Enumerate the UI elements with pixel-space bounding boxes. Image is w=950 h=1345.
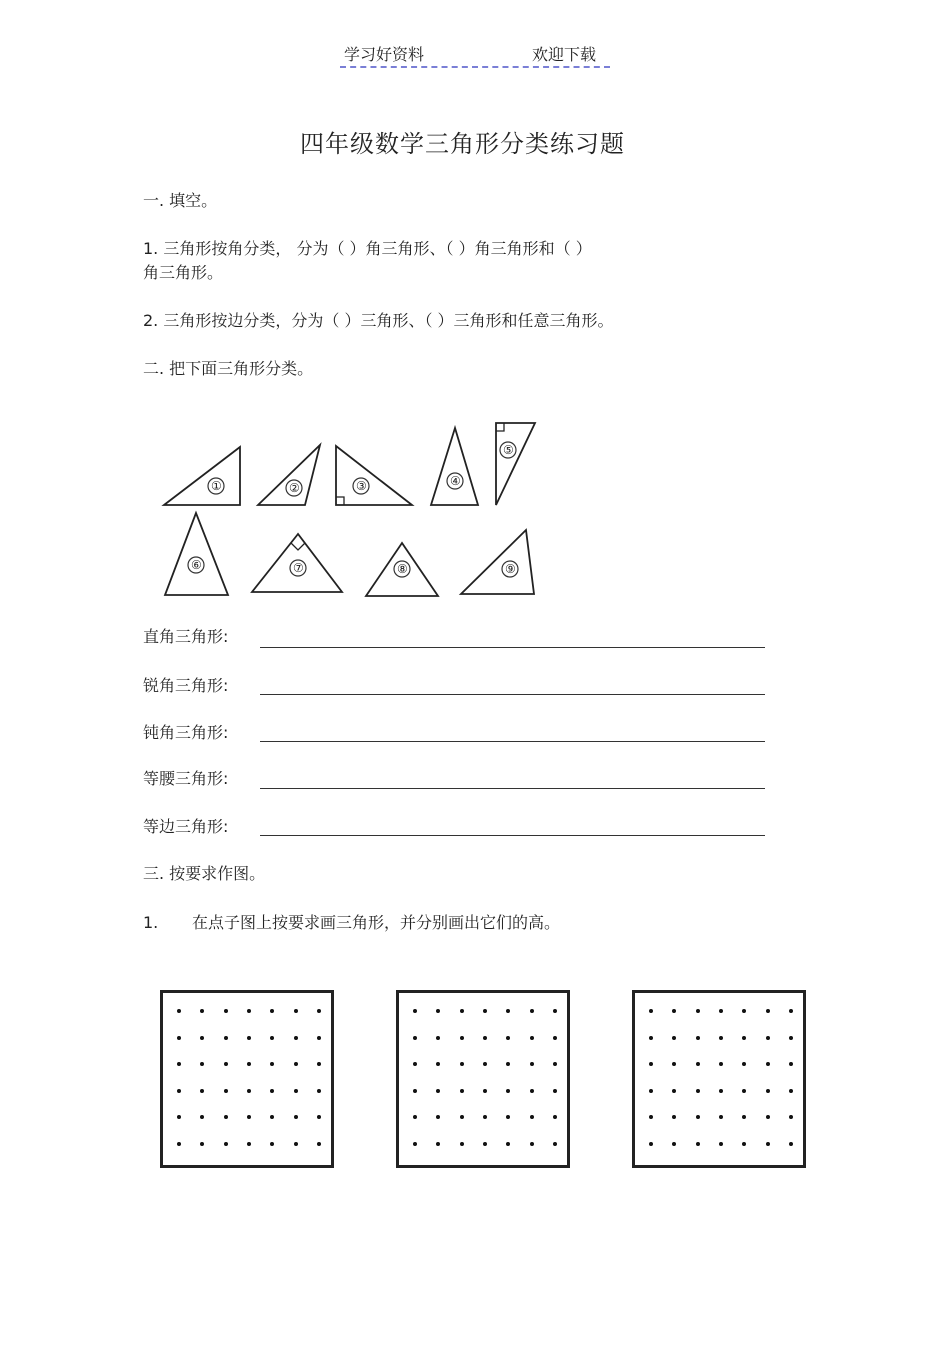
grid-dot: [200, 1009, 204, 1013]
grid-dot: [200, 1089, 204, 1093]
grid-dot: [553, 1009, 557, 1013]
grid-dot: [672, 1115, 676, 1119]
grid-dot: [224, 1062, 228, 1066]
grid-dot: [530, 1036, 534, 1040]
grid-dot: [460, 1036, 464, 1040]
grid-dot: [553, 1036, 557, 1040]
grid-dot: [766, 1009, 770, 1013]
grid-dot: [506, 1009, 510, 1013]
grid-dot: [460, 1009, 464, 1013]
grid-dot: [294, 1036, 298, 1040]
grid-dot: [789, 1062, 793, 1066]
triangle-6: [165, 513, 228, 595]
grid-dot: [317, 1062, 321, 1066]
grid-dot: [766, 1142, 770, 1146]
grid-dot: [247, 1062, 251, 1066]
grid-dot: [696, 1062, 700, 1066]
grid-dot: [672, 1089, 676, 1093]
grid-dot: [530, 1115, 534, 1119]
grid-dot: [200, 1036, 204, 1040]
triangle-figures: [0, 0, 950, 620]
grid-dot: [317, 1036, 321, 1040]
grid-dot: [483, 1089, 487, 1093]
triangle-5: [496, 423, 535, 505]
grid-dot: [553, 1115, 557, 1119]
triangle-3-label: ③: [356, 479, 367, 493]
triangle-9: [461, 530, 534, 594]
grid-dot: [177, 1115, 181, 1119]
grid-dot: [506, 1036, 510, 1040]
grid-dot: [270, 1142, 274, 1146]
category-equilateral-label: 等边三角形:: [143, 817, 229, 836]
grid-dot: [696, 1115, 700, 1119]
grid-dot: [789, 1036, 793, 1040]
grid-dot: [460, 1062, 464, 1066]
grid-dot: [294, 1089, 298, 1093]
grid-dot: [436, 1089, 440, 1093]
triangle-8: [366, 543, 438, 596]
grid-dot: [789, 1142, 793, 1146]
grid-dot: [200, 1062, 204, 1066]
grid-dot: [483, 1036, 487, 1040]
grid-dot: [553, 1142, 557, 1146]
triangle-3: [336, 446, 412, 505]
triangle-4: [431, 428, 478, 505]
triangle-5-label: ⑤: [503, 443, 514, 457]
grid-dot: [672, 1009, 676, 1013]
grid-dot: [649, 1142, 653, 1146]
grid-dot: [247, 1009, 251, 1013]
grid-dot: [294, 1009, 298, 1013]
grid-dot: [436, 1062, 440, 1066]
grid-dot: [247, 1089, 251, 1093]
section3-q1-number: 1.: [143, 913, 159, 932]
category-equilateral-answer-line[interactable]: [260, 835, 765, 836]
grid-dot: [506, 1115, 510, 1119]
grid-dot: [460, 1142, 464, 1146]
grid-dot: [696, 1142, 700, 1146]
grid-dot: [177, 1036, 181, 1040]
grid-dot: [742, 1115, 746, 1119]
grid-dot: [649, 1009, 653, 1013]
grid-dot: [719, 1062, 723, 1066]
grid-dot: [317, 1115, 321, 1119]
grid-dot: [200, 1115, 204, 1119]
section1-heading: 一. 填空。: [143, 191, 218, 210]
dot-grid-3[interactable]: [632, 990, 806, 1168]
grid-dot: [413, 1062, 417, 1066]
section3-q1-text: 在点子图上按要求画三角形，并分别画出它们的高。: [192, 913, 561, 932]
grid-dot: [483, 1009, 487, 1013]
triangle-2: [258, 445, 320, 505]
category-isosceles-answer-line[interactable]: [260, 788, 765, 789]
grid-dot: [436, 1009, 440, 1013]
grid-dot: [719, 1036, 723, 1040]
grid-dot: [742, 1036, 746, 1040]
triangle-6-label: ⑥: [191, 558, 202, 572]
grid-dot: [483, 1062, 487, 1066]
grid-dot: [436, 1036, 440, 1040]
grid-dot: [553, 1089, 557, 1093]
grid-dot: [742, 1142, 746, 1146]
grid-dot: [270, 1089, 274, 1093]
category-acute-label: 锐角三角形:: [143, 676, 229, 695]
section3-heading: 三. 按要求作图。: [143, 864, 266, 883]
triangle-7-label: ⑦: [293, 561, 304, 575]
grid-dot: [506, 1062, 510, 1066]
grid-dot: [789, 1115, 793, 1119]
grid-dot: [294, 1142, 298, 1146]
grid-dot: [247, 1036, 251, 1040]
triangle-1-label: ①: [211, 479, 222, 493]
category-obtuse-answer-line[interactable]: [260, 741, 765, 742]
grid-dot: [460, 1089, 464, 1093]
grid-dot: [294, 1115, 298, 1119]
grid-dot: [530, 1089, 534, 1093]
grid-dot: [413, 1009, 417, 1013]
grid-dot: [672, 1142, 676, 1146]
category-right-label: 直角三角形:: [143, 627, 229, 646]
grid-dot: [177, 1089, 181, 1093]
triangle-1: [164, 447, 240, 505]
grid-dot: [553, 1062, 557, 1066]
grid-dot: [766, 1062, 770, 1066]
grid-dot: [224, 1009, 228, 1013]
grid-dot: [506, 1142, 510, 1146]
grid-dot: [719, 1115, 723, 1119]
grid-dot: [483, 1115, 487, 1119]
grid-dot: [672, 1062, 676, 1066]
header-left-text: 学习好资料: [344, 45, 425, 64]
triangle-4-label: ④: [450, 474, 461, 488]
grid-dot: [719, 1089, 723, 1093]
grid-dot: [270, 1062, 274, 1066]
grid-dot: [696, 1089, 700, 1093]
category-acute-answer-line[interactable]: [260, 694, 765, 695]
grid-dot: [413, 1115, 417, 1119]
grid-dot: [649, 1062, 653, 1066]
grid-dot: [317, 1089, 321, 1093]
category-right-answer-line[interactable]: [260, 647, 765, 648]
grid-dot: [766, 1089, 770, 1093]
grid-dot: [460, 1115, 464, 1119]
grid-dot: [436, 1142, 440, 1146]
grid-dot: [224, 1036, 228, 1040]
grid-dot: [247, 1142, 251, 1146]
grid-dot: [294, 1062, 298, 1066]
grid-dot: [270, 1009, 274, 1013]
grid-dot: [506, 1089, 510, 1093]
grid-dot: [530, 1142, 534, 1146]
grid-dot: [224, 1089, 228, 1093]
category-isosceles-label: 等腰三角形:: [143, 769, 229, 788]
grid-dot: [224, 1142, 228, 1146]
grid-dot: [649, 1089, 653, 1093]
grid-dot: [696, 1036, 700, 1040]
category-obtuse-label: 钝角三角形:: [143, 723, 229, 742]
triangle-8-label: ⑧: [397, 562, 408, 576]
grid-dot: [719, 1142, 723, 1146]
grid-dot: [177, 1062, 181, 1066]
triangle-9-label: ⑨: [505, 562, 516, 576]
section2-heading: 二. 把下面三角形分类。: [143, 359, 314, 378]
triangle-7: [252, 534, 342, 592]
grid-dot: [742, 1062, 746, 1066]
dot-grid-1[interactable]: [160, 990, 334, 1168]
grid-dot: [530, 1009, 534, 1013]
grid-dot: [789, 1089, 793, 1093]
page-title: 四年级数学三角形分类练习题: [300, 130, 625, 158]
grid-dot: [317, 1009, 321, 1013]
grid-dot: [224, 1115, 228, 1119]
grid-dot: [270, 1036, 274, 1040]
grid-dot: [317, 1142, 321, 1146]
q2-text: 2. 三角形按边分类，分为（ ）三角形、（ ）三角形和任意三角形。: [143, 311, 614, 330]
grid-dot: [413, 1142, 417, 1146]
grid-dot: [177, 1142, 181, 1146]
grid-dot: [177, 1009, 181, 1013]
grid-dot: [247, 1115, 251, 1119]
triangle-2-label: ②: [289, 481, 300, 495]
grid-dot: [696, 1009, 700, 1013]
q1-line1: 1. 三角形按角分类， 分为（ ）角三角形、（ ）角三角形和（ ）: [143, 239, 592, 258]
grid-dot: [649, 1036, 653, 1040]
grid-dot: [649, 1115, 653, 1119]
grid-dot: [766, 1036, 770, 1040]
grid-dot: [789, 1009, 793, 1013]
grid-dot: [270, 1115, 274, 1119]
grid-dot: [413, 1036, 417, 1040]
q1-line2: 角三角形。: [143, 263, 224, 282]
dot-grid-2[interactable]: [396, 990, 570, 1168]
grid-dot: [742, 1089, 746, 1093]
header-right-text: 欢迎下载: [532, 45, 597, 64]
grid-dot: [719, 1009, 723, 1013]
grid-dot: [742, 1009, 746, 1013]
grid-dot: [413, 1089, 417, 1093]
grid-dot: [672, 1036, 676, 1040]
grid-dot: [436, 1115, 440, 1119]
grid-dot: [766, 1115, 770, 1119]
grid-dot: [200, 1142, 204, 1146]
grid-dot: [483, 1142, 487, 1146]
grid-dot: [530, 1062, 534, 1066]
